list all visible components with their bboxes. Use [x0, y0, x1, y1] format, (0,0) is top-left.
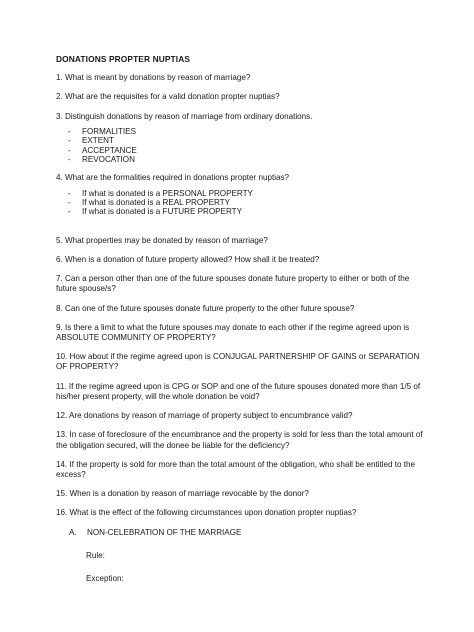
- question-15: 15. When is a donation by reason of marriage revocable by the donor?: [56, 489, 309, 499]
- question-3-list: [56, 127, 428, 165]
- list-item: - REVOCATION: [56, 155, 428, 164]
- subitem-letter: A.: [69, 527, 77, 537]
- question-1: 1. What is meant by donations by reason of marriage?: [56, 73, 251, 83]
- list-item: - FORMALITIES: [56, 127, 428, 136]
- question-16-subitem-a: [69, 528, 428, 538]
- question-13: 13. In case of foreclosure of the encumbrance and the property is sold for less than the total amount of the obligation secured, will the donee be liable for the deficiency?: [56, 430, 423, 450]
- list-item: - If what is donated is a REAL PROPERTY: [56, 198, 428, 207]
- question-5: 5. What properties may be donated by reason of marriage?: [56, 235, 268, 245]
- list-item: - ACCEPTANCE: [56, 146, 428, 155]
- rule-label: Rule:: [86, 550, 105, 560]
- question-4: 4. What are the formalities required in donations propter nuptias?: [56, 173, 290, 183]
- exception-label: Exception:: [86, 573, 124, 583]
- question-11: 11. If the regime agreed upon is CPG or SOP and one of the future spouses donated more than 1/5 of his/her present property, will the whole donation be void?: [56, 381, 421, 401]
- question-7: 7. Can a person other than one of the future spouses donate future property to either or both of the future spouse/s?: [56, 274, 410, 294]
- list-item: - If what is donated is a FUTURE PROPERTY: [56, 207, 428, 216]
- question-4-list: [56, 189, 428, 217]
- question-10: 10. How about if the regime agreed upon is CONJUGAL PARTNERSHIP OF GAINS or SEPARATION OF PROPERTY?: [56, 352, 420, 372]
- question-12: 12. Are donations by reason of marriage of property subject to encumbrance valid?: [56, 411, 353, 421]
- document-title: DONATIONS PROPTER NUPTIAS: [56, 54, 191, 64]
- document-content: [56, 54, 428, 584]
- question-9: 9. Is there a limit to what the future spouses may donate to each other if the regime agreed upon is ABSOLUTE COMMUNITY OF PROPERTY?: [56, 322, 410, 343]
- question-2: 2. What are the requisites for a valid donation propter nuptias?: [56, 92, 280, 102]
- list-item: - If what is donated is a PERSONAL PROPERTY: [56, 189, 428, 198]
- question-3: 3. Distinguish donations by reason of marriage from ordinary donations.: [56, 111, 313, 121]
- question-14: 14. If the property is sold for more than the total amount of the obligation, who shall be entitled to the excess?: [56, 459, 416, 479]
- list-item: - EXTENT: [56, 136, 428, 145]
- subitem-text: NON-CELEBRATION OF THE MARRIAGE: [87, 527, 242, 537]
- question-6: 6. When is a donation of future property allowed? How shall it be treated?: [56, 255, 320, 265]
- question-8: 8. Can one of the future spouses donate future property to the other future spouse?: [56, 303, 355, 313]
- question-16: 16. What is the effect of the following circumstances upon donation propter nuptias?: [56, 508, 357, 518]
